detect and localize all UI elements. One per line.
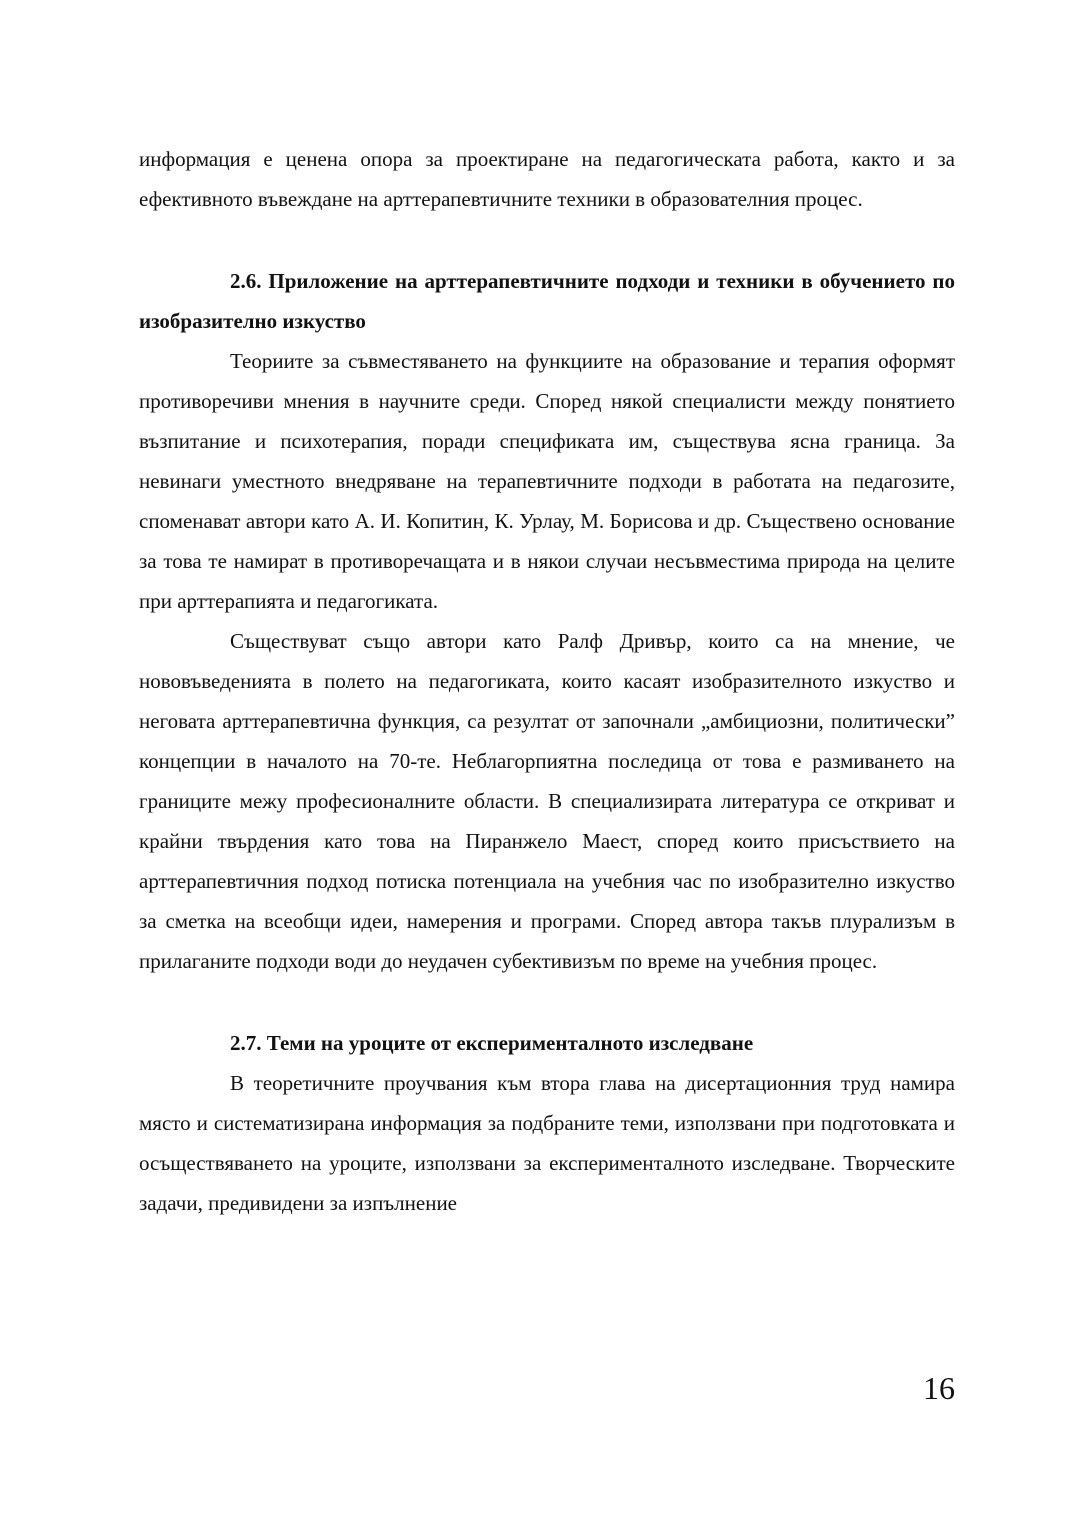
paragraph-continuation: информация е ценена опора за проектиране на педагогическата работа, както и за ефективното въвеждане на арттерапевтичните техники в образователния процес. — [139, 147, 955, 211]
paragraph-lesson-topics: В теоретичните проучвания към втора глава на дисертационния труд намира място и систематизирана информация за подбраните теми, използвани при подготовката и осъществяването на уроците, използвани за експерименталното изследване. Творческите задачи, предивидени за изпълнение — [139, 1071, 955, 1215]
paragraph-authors: Съществуват също автори като Ралф Дривър, които са на мнение, че нововъведенията в полето на педагогиката, които касаят изобразителното изкуство и неговата арттерапевтична функция, са резултат от започнали „амбициозни, политически” концепции в началото на 70-те. Неблагорпиятна последица от това е размиването на границите межу професионалните области. В специализирата литература се откриват и крайни твърдения като това на Пиранжело Маест, според които присъствието на арттерапевтичния подход потиска потенциала на учебния час по изобразително изкуство за сметка на всеобщи идеи, намерения и програми. Според автора такъв плурализъм в прилаганите подходи води до неудачен субективизъм по време на учебния процес. — [139, 629, 955, 973]
page-number: 16 — [923, 1370, 955, 1406]
document-body — [139, 139, 955, 1223]
section-heading-2-7: 2.7. Теми на уроците от експерименталното изследване — [230, 1031, 754, 1055]
paragraph-theories: Теориите за съвместяването на функциите на образование и терапия оформят противоречиви мнения в научните среди. Според някой специалисти между понятието възпитание и психотерапия, поради спецификата им, съществува ясна граница. За невинаги уместното внедряване на терапевтичните подходи в работата на педагозите, споменават автори като А. И. Копитин, К. Урлау, М. Борисова и др. Съществено основание за това те намират в противоречащата и в някои случаи несъвместима природа на целите при арттерапията и педагогиката. — [139, 349, 955, 613]
section-heading-2-6: 2.6. Приложение на арттерапевтичните подходи и техники в обучението по изобразително изкуство — [139, 269, 955, 333]
